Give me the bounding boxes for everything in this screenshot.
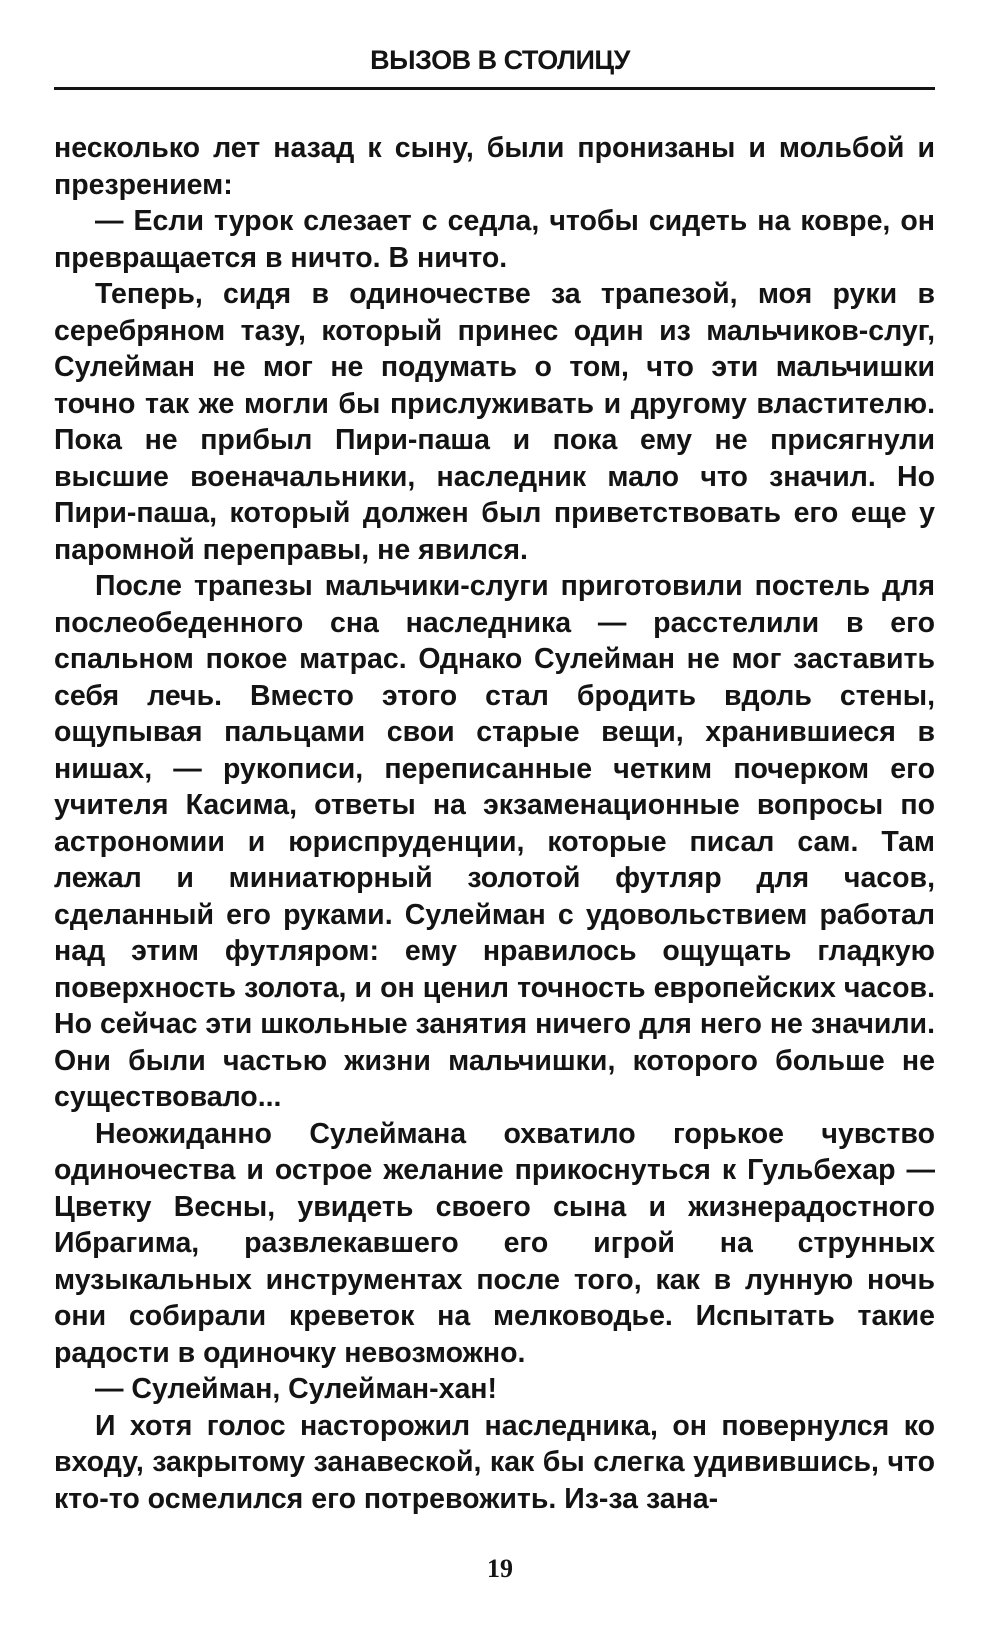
paragraph: Теперь, сидя в одиночестве за трапезой, моя руки в серебряном тазу, который принес один из мальчиков-слуг, Сулейман не мог не подумать о том, что эти мальчишки точно так же могли бы прислуживать и другому властителю. Пока не прибыл Пири-паша и пока ему не присягнули высшие военачальники, наследник мало что значил. Но Пири-паша, который должен был приветствовать его еще у паромной переправы, не явился. xyxy=(54,278,935,566)
paragraph: — Сулейман, Сулейман-хан! xyxy=(95,1373,498,1405)
header-rule xyxy=(54,87,935,90)
paragraph: Неожиданно Сулеймана охватило горькое чувство одиночества и острое желание прикоснуться к Гульбехар — Цветку Весны, увидеть своего сына и жизнерадостного Ибрагима, развлекавшего его игрой на струнных музыкальных инструментах после того, как в лунную ночь они собирали креветок на мелководье. Испытать такие радости в одиночку невозможно. xyxy=(54,1117,935,1369)
page-number: 19 xyxy=(487,1554,513,1583)
body-text xyxy=(54,130,935,1517)
paragraph: После трапезы мальчики-слуги приготовили постель для послеобеденного сна наследника — расстелили в его спальном покое матрас. Однако Сулейман не мог заставить себя лечь. Вместо этого стал бродить вдоль стены, ощупывая пальцами свои старые вещи, хранившиеся в нишах, — рукописи, переписанные четким почерком его учителя Касима, ответы на экзаменационные вопросы по астрономии и юриспруденции, которые писал сам. Там лежал и миниатюрный золотой футляр для часов, сделанный его руками. Сулейман с удовольствием работал над этим футляром: ему нравилось ощущать гладкую поверхность золота, и он ценил точность европейских часов. Но сейчас эти школьные занятия ничего для него не значили. Они были частью жизни мальчишки, которого больше не существовало... xyxy=(54,570,935,1113)
paragraph: — Если турок слезает с седла, чтобы сидеть на ковре, он превращается в ничто. В ничто. xyxy=(54,205,935,274)
paragraph: И хотя голос насторожил наследника, он повернулся ко входу, закрытому занавеской, как бы слегка удивившись, что кто-то осмелился его потревожить. Из-за зана- xyxy=(54,1409,935,1515)
running-head: ВЫЗОВ В СТОЛИЦУ xyxy=(370,45,630,75)
paragraph: несколько лет назад к сыну, были пронизаны и мольбой и презрением: xyxy=(54,132,935,201)
